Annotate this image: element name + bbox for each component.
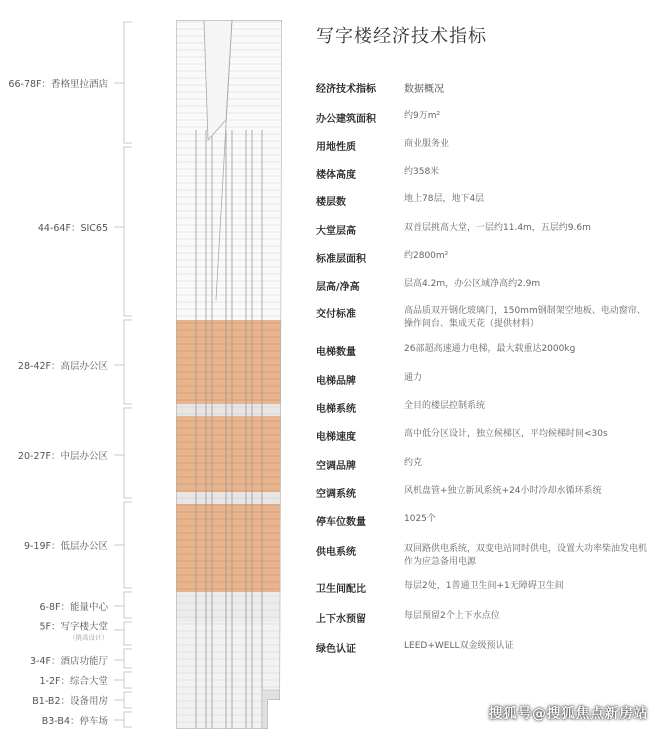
spec-value: 全目的楼层控制系统 [404, 401, 486, 411]
podium-block [262, 690, 286, 729]
spec-key: 卫生间配比 [316, 584, 366, 595]
spec-value: 双回路供电系统，双变电站同时供电，设置大功率柴油发电机作为应急备用电源 [404, 544, 648, 567]
floor-label-text: B3-B4：停车场 [41, 716, 108, 727]
spec-panel [316, 0, 660, 729]
office-zone [176, 320, 286, 404]
spec-key: 电梯品牌 [316, 376, 356, 387]
floor-label-text: 3-4F：酒店功能厅 [30, 656, 108, 667]
spec-value: 每层预留2个上下水点位 [404, 611, 500, 621]
office-zone [176, 504, 286, 592]
spec-value: 约2800m² [404, 251, 449, 261]
header-value: 数据概况 [404, 84, 444, 95]
spec-value: 高中低分区设计，独立候梯区，平均候梯时间<30s [404, 429, 608, 439]
spec-value: 风机盘管+独立新风系统+24小时冷却水循环系统 [404, 486, 602, 496]
floor-label-text: 28-42F：高层办公区 [17, 361, 108, 372]
spec-key: 电梯速度 [316, 432, 356, 443]
floor-label-text: 6-8F：能量中心 [39, 602, 108, 613]
spec-value: 约9万m² [404, 111, 441, 121]
spec-value: 高品质双开钢化玻璃门，150mm钢制架空地板、电动窗帘、操作间台、集成天花（提供材料） [404, 306, 646, 329]
spec-value: 26部超高速通力电梯，最大载重达2000kg [404, 344, 576, 354]
spec-key: 大堂层高 [316, 226, 356, 237]
header-key: 经济技术指标 [316, 84, 376, 95]
spec-key: 楼体高度 [316, 170, 356, 181]
floor-label-text: 66-78F：香格里拉酒店 [8, 79, 108, 90]
spec-key: 电梯系统 [316, 404, 356, 415]
spec-key: 停车位数量 [316, 517, 366, 528]
floor-label-text: 20-27F：中层办公区 [17, 451, 108, 462]
spec-key: 交付标准 [316, 309, 356, 320]
tower-section-diagram [0, 0, 300, 729]
spec-value: 约克 [404, 458, 423, 468]
floor-label-text: B1-B2：设备用房 [32, 696, 108, 707]
spec-key: 标准层面积 [316, 254, 366, 265]
office-zone [176, 416, 286, 492]
floor-label-text: 9-19F：低层办公区 [23, 541, 108, 552]
spec-key: 层高/净高 [316, 282, 360, 293]
floor-label-text: 1-2F：综合大堂 [39, 676, 108, 687]
spec-key: 上下水预留 [316, 614, 366, 625]
spec-key: 用地性质 [316, 142, 356, 153]
spec-value: 双首层挑高大堂，一层约11.4m，五层约9.6m [404, 223, 591, 233]
floor-label-text: 44-64F：SIC65 [37, 223, 108, 234]
spec-value: 通力 [404, 373, 423, 383]
floor-label-text: 5F：写字楼大堂 [39, 621, 108, 633]
spec-key: 楼层数 [316, 197, 346, 208]
spec-value: 商业服务业 [404, 139, 450, 149]
spec-key: 供电系统 [316, 547, 356, 558]
panel-title: 写字楼经济技术指标 [316, 26, 487, 47]
spec-key: 办公建筑面积 [316, 114, 376, 125]
spec-value: 每层2处，1普通卫生间+1无障碍卫生间 [404, 581, 564, 591]
spec-key: 空调系统 [316, 489, 356, 500]
spec-value: LEED+WELL双金级预认证 [404, 641, 514, 651]
spec-value: 约358米 [404, 167, 440, 177]
spec-key: 电梯数量 [316, 347, 356, 358]
spec-value: 地上78层，地下4层 [404, 194, 485, 204]
floor-label-sub: （挑高设计） [69, 633, 108, 642]
spec-key: 绿色认证 [316, 644, 356, 655]
energy-center-zone [176, 592, 286, 622]
spec-key: 空调品牌 [316, 461, 356, 472]
spec-value: 1025个 [404, 514, 436, 524]
spec-table-header [316, 80, 660, 98]
watermark-text: 搜狐号@搜狐焦点新房站 [488, 706, 648, 722]
spec-value: 层高4.2m，办公区域净高约2.9m [404, 279, 541, 289]
